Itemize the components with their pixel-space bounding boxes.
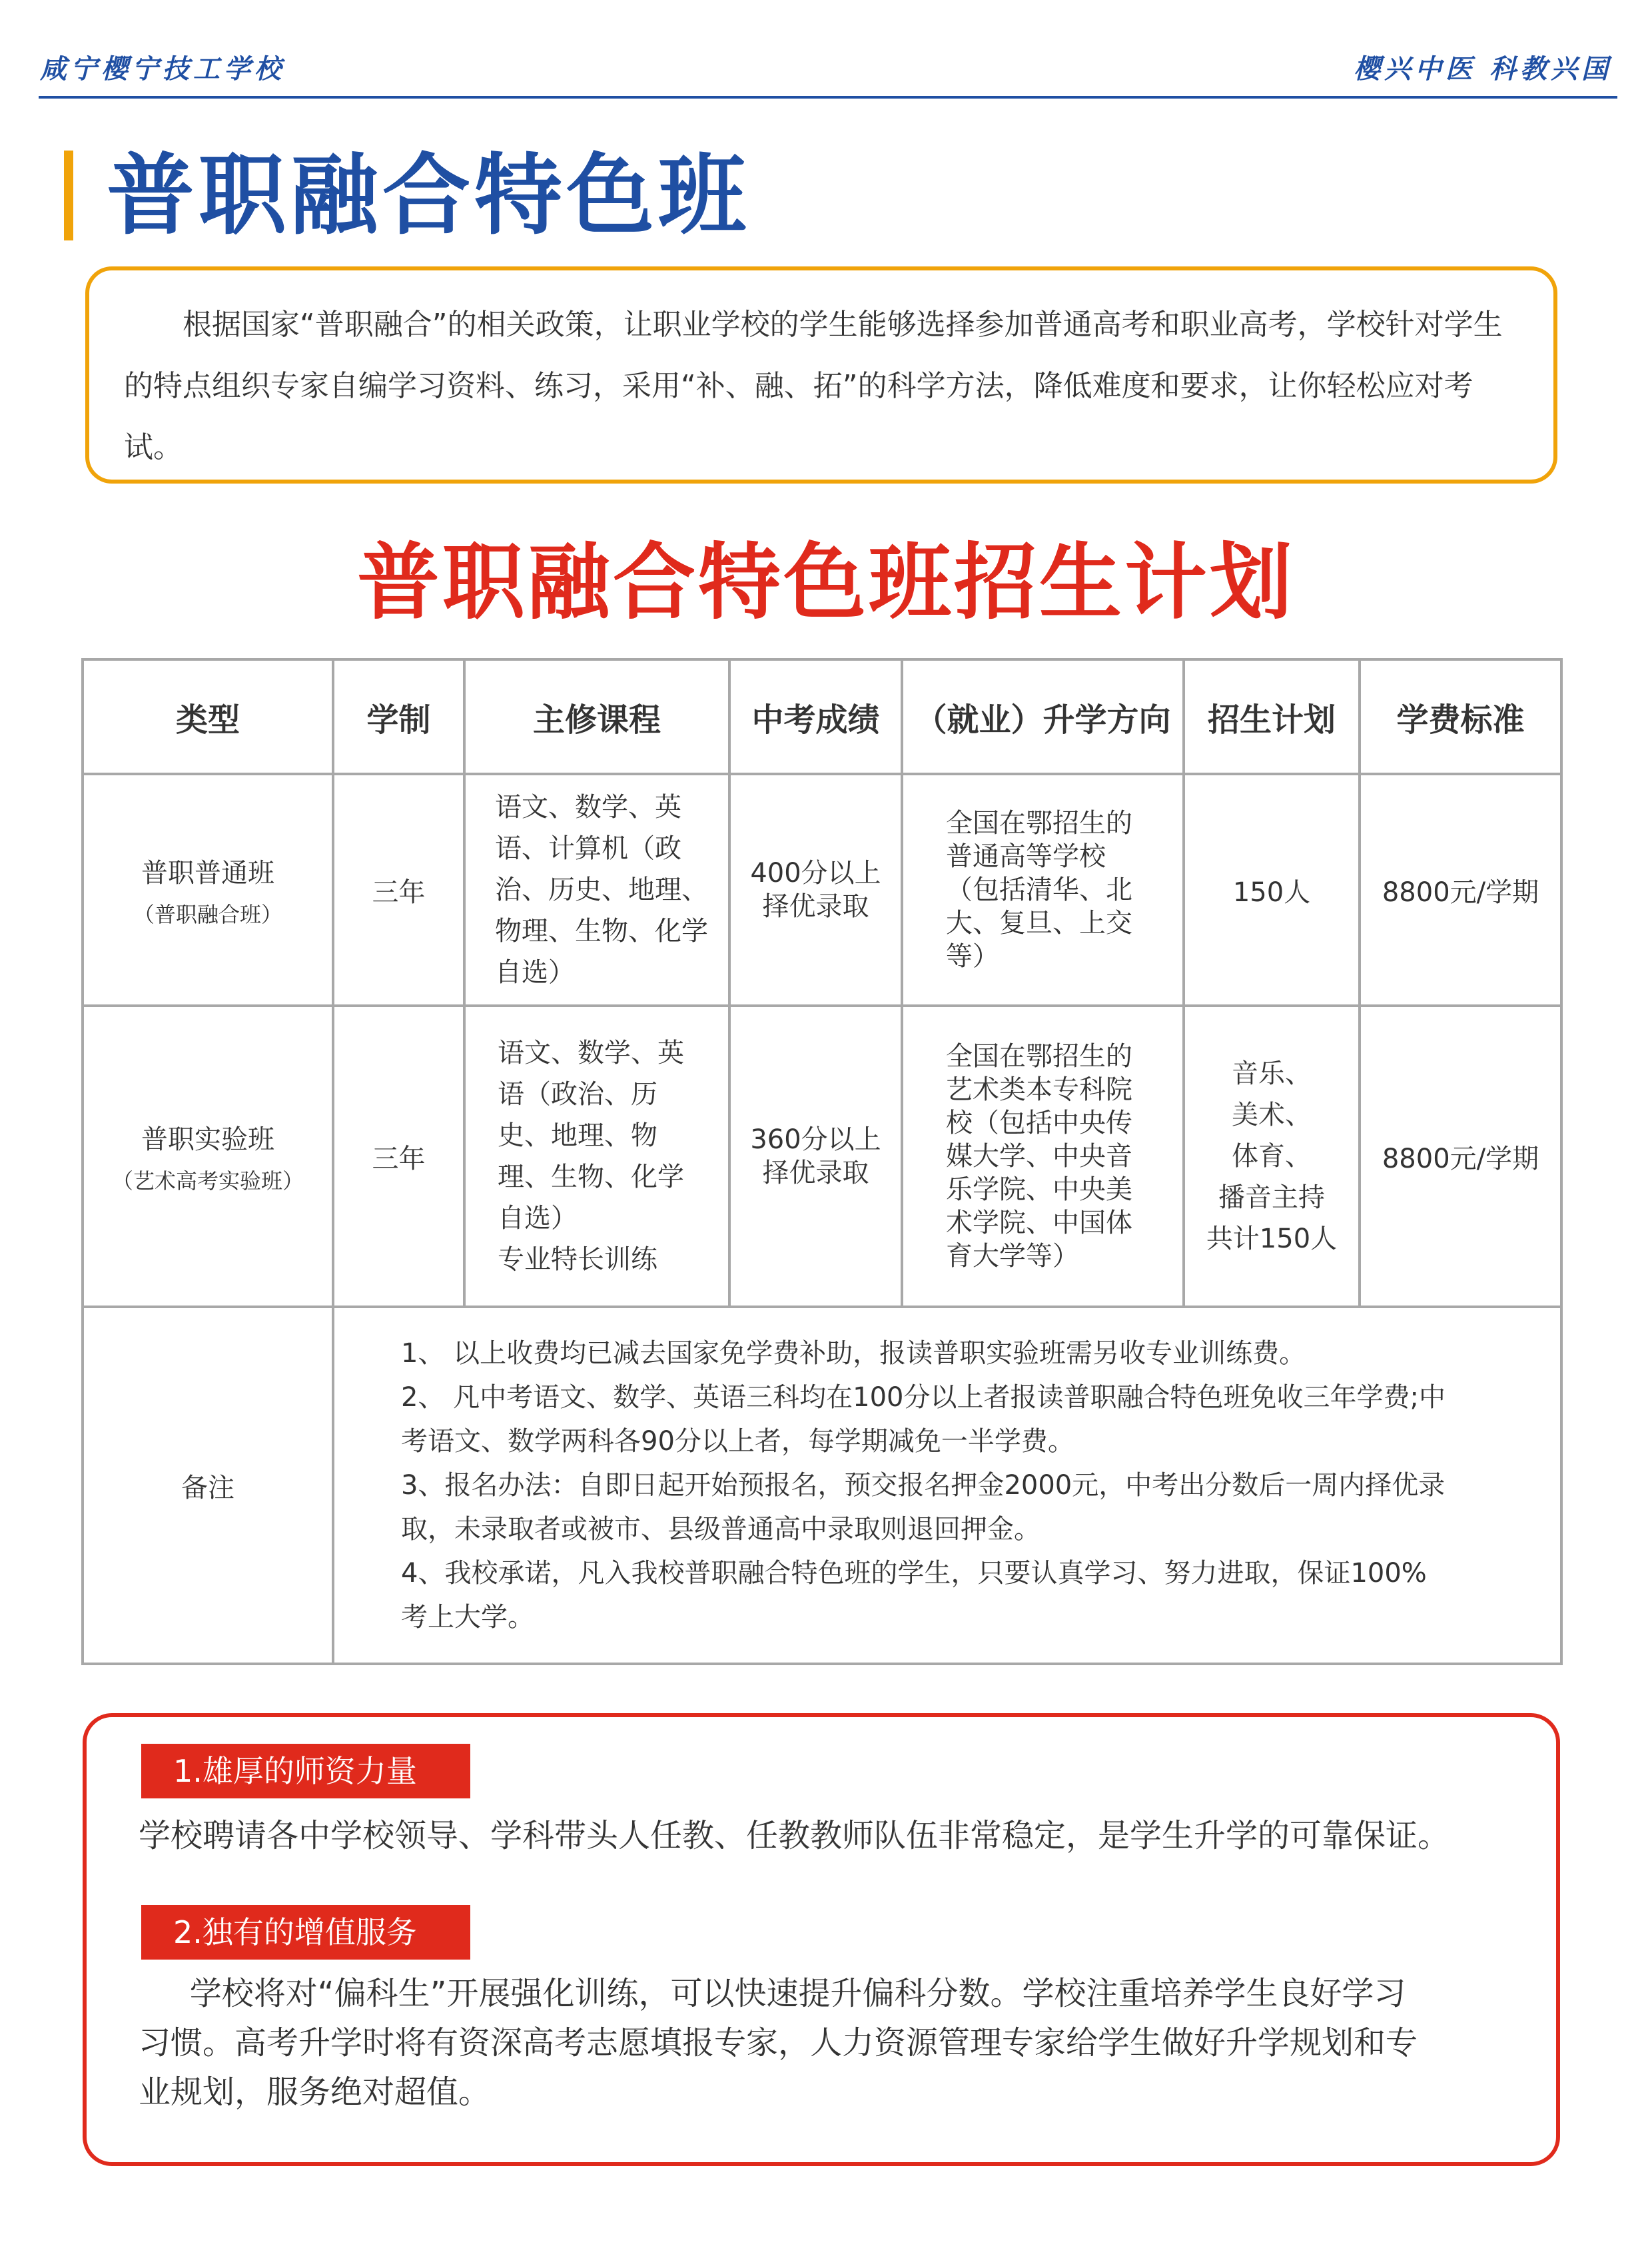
text-line: 取，未录取者或被市、县级普通高中录取则退回押金。 xyxy=(401,1514,1040,1545)
text-line: 4、我校承诺，凡入我校普职融合特色班的学生，只要认真学习、努力进取，保证100% xyxy=(401,1558,1427,1589)
row1-courses xyxy=(464,774,729,1006)
text-line: 大、复旦、上交 xyxy=(946,908,1132,938)
text-line: 全国在鄂招生的 xyxy=(946,1041,1132,1072)
feature-tag-teachers: 1.雄厚的师资力量 xyxy=(141,1744,470,1798)
row2-type xyxy=(83,1006,333,1307)
notes-content xyxy=(333,1307,1561,1664)
text-line: 理、生物、化学 xyxy=(498,1162,684,1192)
table-header-row xyxy=(83,659,1561,774)
row2-direction xyxy=(902,1006,1184,1307)
header-plan: 招生计划 xyxy=(1184,659,1360,774)
text-line: 全国在鄂招生的 xyxy=(946,808,1132,839)
text-line: 美术、 xyxy=(1232,1100,1312,1130)
text-line: 语文、数学、英 xyxy=(495,792,681,823)
table-notes-row xyxy=(83,1307,1561,1664)
text-line: 体育、 xyxy=(1232,1141,1312,1172)
row2-type-sub: （艺术高考实验班） xyxy=(111,1168,304,1194)
table-row xyxy=(83,1006,1561,1307)
text-line: 考语文、数学两科各90分以上者，每学期减免一半学费。 xyxy=(401,1426,1074,1457)
text-line: 等） xyxy=(946,941,999,972)
row1-type-sub: （普职融合班） xyxy=(133,901,282,927)
text-line: 150人 xyxy=(1232,877,1311,908)
text-line: 习惯。高考升学时将有资深高考志愿填报专家，人力资源管理专家给学生做好升学规划和专 xyxy=(139,2024,1418,2061)
text-line: 媒大学、中央音 xyxy=(946,1141,1132,1172)
text-line: 专业特长训练 xyxy=(498,1244,657,1275)
row1-type-name: 普职普通班 xyxy=(141,857,274,889)
title-accent-bar xyxy=(64,151,73,240)
text-line: 择优录取 xyxy=(762,1158,869,1188)
intro-box xyxy=(85,266,1557,484)
row1-direction xyxy=(902,774,1184,1006)
text-line: 语文、数学、英 xyxy=(498,1038,684,1068)
feature-text-services xyxy=(139,1969,1491,2117)
header-slogan: 樱兴中医 科教兴国 xyxy=(1354,53,1612,85)
text-line: 3、报名办法：自即日起开始预报名，预交报名押金2000元，中考出分数后一周内择优录 xyxy=(401,1470,1446,1501)
text-line: 校（包括中央传 xyxy=(946,1108,1132,1138)
text-line: 业规划，服务绝对超值。 xyxy=(139,2073,491,2111)
intro-text: 根据国家“普职融合”的相关政策，让职业学校的学生能够选择参加普通高考和职业高考，学校针对学生的特点组织专家自编学习资料、练习，采用“补、融、拓”的科学方法，降低难度和要求，让你轻松应对考试。 xyxy=(124,308,1503,464)
text-line: 学校将对“偏科生”开展强化训练，可以快速提升偏科分数。学校注重培养学生良好学习 xyxy=(189,1975,1406,2012)
row2-score xyxy=(729,1006,902,1307)
text-line: 普通高等学校 xyxy=(946,841,1106,872)
row2-plan xyxy=(1184,1006,1360,1307)
header-years: 学制 xyxy=(333,659,464,774)
text-line: 育大学等） xyxy=(946,1241,1079,1272)
text-line: 学校聘请各中学校领导、学科带头人任教、任教教师队伍非常稳定，是学生升学的可靠保证。 xyxy=(139,1817,1450,1854)
row1-type xyxy=(83,774,333,1006)
text-line: 自选） xyxy=(498,1203,578,1234)
text-line: （包括清华、北 xyxy=(946,875,1132,905)
header-score: 中考成绩 xyxy=(729,659,902,774)
text-line: 音乐、 xyxy=(1232,1058,1312,1089)
row2-fee: 8800元/学期 xyxy=(1360,1006,1561,1307)
header-divider xyxy=(39,96,1617,99)
text-line: 1、 以上收费均已减去国家免学费补助，报读普职实验班需另收专业训练费。 xyxy=(401,1338,1306,1369)
text-line: 语（政治、历 xyxy=(498,1079,657,1110)
row1-plan xyxy=(1184,774,1360,1006)
text-line: 自选） xyxy=(495,957,575,988)
text-line: 考上大学。 xyxy=(401,1602,534,1633)
header-courses: 主修课程 xyxy=(464,659,729,774)
header-school-name: 咸宁樱宁技工学校 xyxy=(40,53,285,85)
enrollment-plan-table xyxy=(81,658,1563,1665)
text-line: 360分以上 xyxy=(750,1124,881,1155)
feature-text-teachers xyxy=(139,1810,1491,1861)
row1-score xyxy=(729,774,902,1006)
text-line: 物理、生物、化学 xyxy=(495,916,708,946)
header-direction: （就业）升学方向 xyxy=(902,659,1184,774)
plan-title: 普职融合特色班招生计划 xyxy=(356,535,1295,631)
row2-years: 三年 xyxy=(333,1006,464,1307)
row1-years: 三年 xyxy=(333,774,464,1006)
text-line: 语、计算机（政 xyxy=(495,833,681,864)
text-line: 乐学院、中央美 xyxy=(946,1174,1132,1205)
text-line: 史、地理、物 xyxy=(498,1120,657,1151)
row2-courses xyxy=(464,1006,729,1307)
text-line: 艺术类本专科院 xyxy=(946,1074,1132,1105)
text-line: 术学院、中国体 xyxy=(946,1208,1132,1238)
header-type: 类型 xyxy=(83,659,333,774)
text-line: 400分以上 xyxy=(750,858,881,889)
text-line: 播音主持 xyxy=(1218,1182,1325,1213)
text-line: 治、历史、地理、 xyxy=(495,875,708,905)
header-fee: 学费标准 xyxy=(1360,659,1561,774)
page-title: 普职融合特色班 xyxy=(107,145,750,247)
text-line: 2、 凡中考语文、数学、英语三科均在100分以上者报读普职融合特色班免收三年学费;中 xyxy=(401,1382,1446,1413)
row2-type-name: 普职实验班 xyxy=(141,1124,274,1155)
text-line: 共计150人 xyxy=(1206,1224,1338,1254)
feature-tag-services: 2.独有的增值服务 xyxy=(141,1905,470,1960)
notes-label: 备注 xyxy=(83,1307,333,1664)
text-line: 择优录取 xyxy=(762,891,869,922)
table-row xyxy=(83,774,1561,1006)
row1-fee: 8800元/学期 xyxy=(1360,774,1561,1006)
